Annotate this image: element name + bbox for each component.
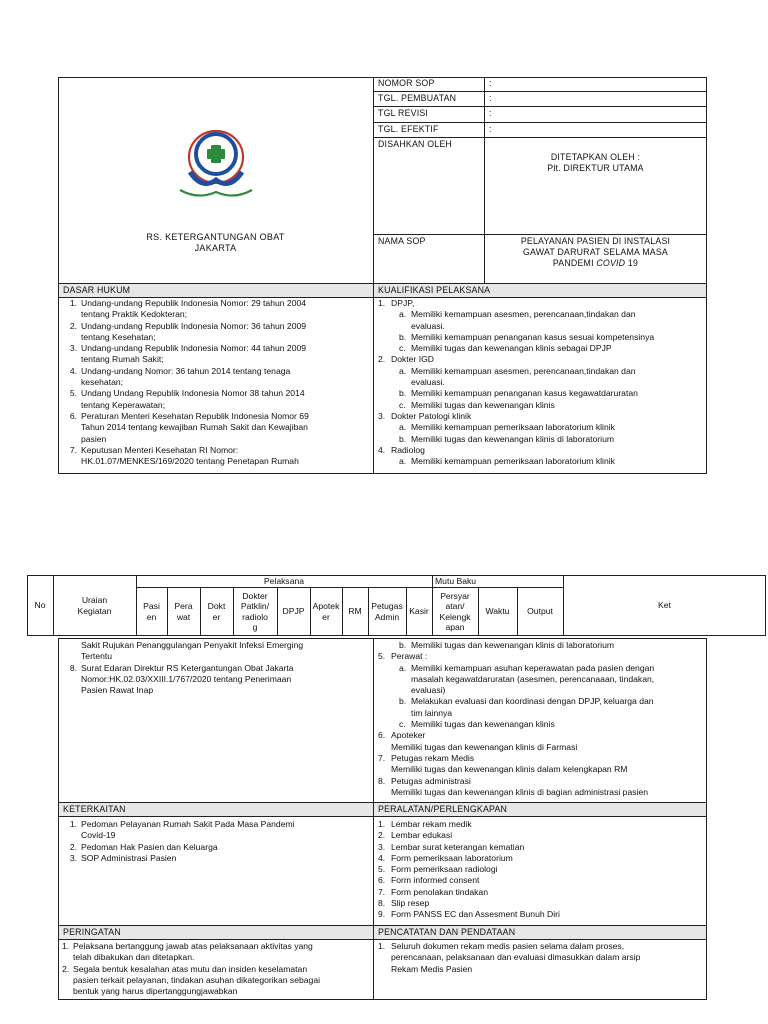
item-number: 4. xyxy=(378,852,386,863)
qualification-title: Petugas administrasi xyxy=(391,775,471,786)
equipment-item xyxy=(378,898,704,909)
qualification-sub-item xyxy=(378,663,704,697)
sub-letter: c. xyxy=(399,719,406,730)
table-sub-column-header xyxy=(368,587,406,636)
item-line: Memiliki kemampuan pemeriksaan laboratorium klinik xyxy=(411,422,615,433)
item-number: 1. xyxy=(378,298,386,308)
item-line: Form penolakan tindakan xyxy=(391,886,488,897)
item-number: 8. xyxy=(378,775,386,786)
sub-letter: b. xyxy=(399,331,407,342)
header-line: Petugas xyxy=(371,601,403,611)
header-line: Persyar xyxy=(440,590,470,601)
item-number: 7. xyxy=(378,752,386,763)
item-number: 4. xyxy=(69,365,77,376)
item-line: Keputusan Menteri Kesehatan RI Nomor: xyxy=(81,444,239,455)
item-line: Rekam Medis Pasien xyxy=(391,963,473,974)
qualification-sub-item xyxy=(378,640,704,651)
table-sub-column-header xyxy=(136,587,167,636)
header-line: Dokt xyxy=(207,601,226,611)
item-line: Pasien Rawat Inap xyxy=(81,685,154,696)
item-number: 7. xyxy=(378,886,386,897)
col-no: No xyxy=(34,600,46,611)
table-sub-column-header xyxy=(432,587,478,636)
header-line: Patklin/ xyxy=(240,601,270,611)
item-line: Form PANSS EC dan Assesment Bunuh Diri xyxy=(391,909,560,920)
sub-letter: b. xyxy=(399,388,407,399)
item-number: 3. xyxy=(378,841,386,852)
item-line: Memiliki tugas dan kewenangan klinis sebagai DPJP xyxy=(411,343,612,354)
related-document-item xyxy=(64,853,370,864)
legal-basis-item xyxy=(64,321,370,344)
item-line: Memiliki tugas dan kewenangan klinis di laboratorium xyxy=(411,433,615,444)
item-number: 2. xyxy=(378,830,386,841)
header-line: RM xyxy=(348,606,362,617)
header-line: atan/ xyxy=(445,601,465,611)
header-line: Apotek xyxy=(312,601,340,611)
qualification-item xyxy=(378,753,704,776)
item-number: 3. xyxy=(378,410,386,421)
item-line: tentang Keperawatan; xyxy=(81,399,166,410)
qualification-desc: Memiliki tugas dan kewenangan klinis dalam kelengkapan RM xyxy=(391,764,628,775)
plt-direktur-utama: Plt. DIREKTUR UTAMA xyxy=(547,163,644,173)
header-line: Kelengk xyxy=(439,611,471,622)
item-line: Form informed consent xyxy=(391,875,480,886)
legal-basis-item xyxy=(64,411,370,445)
hospital-logo-icon xyxy=(176,124,256,200)
item-number: 2. xyxy=(69,320,77,331)
header-line: Pasi xyxy=(143,601,160,611)
header-line: radiolo xyxy=(242,611,268,622)
table-sub-column-header xyxy=(406,587,432,636)
qualification-sub-item xyxy=(378,422,704,433)
warning-item xyxy=(62,964,370,998)
dasar-hukum-list xyxy=(64,298,370,467)
related-document-item xyxy=(64,842,370,853)
item-number: 8. xyxy=(69,662,77,673)
record-item xyxy=(378,941,702,975)
item-number: 8. xyxy=(378,898,386,909)
equipment-item xyxy=(378,875,704,886)
item-line: kesehatan; xyxy=(81,377,124,388)
peralatan-header: PERALATAN/PERLENGKAPAN xyxy=(374,803,706,816)
qualification-item xyxy=(378,445,704,456)
item-line: pasien terkait pelayanan, tindakan asuhan dikategorikan sebagai xyxy=(73,974,321,985)
header-line: wat xyxy=(176,611,191,622)
item-line: Pelaksana bertanggung jawab atas pelaksanaan aktivitas yang xyxy=(73,941,313,951)
item-number: 2. xyxy=(69,841,77,852)
item-line: Covid-19 xyxy=(81,830,116,841)
qualification-title: Apoteker xyxy=(391,730,426,741)
item-line: Form pemeriksaan laboratorium xyxy=(391,852,513,863)
table-sub-column-header xyxy=(233,587,277,636)
item-number: 4. xyxy=(378,444,386,455)
item-line: Memiliki tugas dan kewenangan klinis xyxy=(411,399,555,410)
item-number: 1. xyxy=(378,941,386,951)
item-line: Memiliki tugas dan kewenangan klinis xyxy=(411,719,555,730)
item-line: perencanaan, pelaksanaan dan evaluasi dimasukkan dalam arsip xyxy=(391,952,641,963)
legal-basis-item xyxy=(64,388,370,411)
legal-basis-item xyxy=(64,663,370,697)
item-line: HK.01.07/MENKES/169/2020 tentang Penetapan Rumah xyxy=(81,456,299,467)
item-number: 2. xyxy=(378,354,386,365)
qualification-item xyxy=(378,651,704,662)
item-number: 9. xyxy=(378,909,386,920)
qualification-sub-item xyxy=(378,456,704,467)
col-uraian-kegiatan: Uraian Kegiatan xyxy=(77,595,112,616)
qualification-title: DPJP, xyxy=(391,298,415,308)
qualification-desc: Memiliki tugas dan kewenangan klinis di Farmasi xyxy=(391,741,578,752)
item-line: SOP Administrasi Pasien xyxy=(81,852,177,863)
item-line: Tertentu xyxy=(81,651,113,662)
table-sub-column-header xyxy=(200,587,233,636)
legal-basis-item xyxy=(64,640,370,663)
qualification-sub-item xyxy=(378,434,704,445)
qualification-title: Radiolog xyxy=(391,444,425,455)
item-line: Memiliki kemampuan penanganan kasus kegawatdaruratan xyxy=(411,388,638,399)
item-line: Memiliki kemampuan penanganan kasus sesuai kompetensinya xyxy=(411,331,655,342)
qualification-sub-item xyxy=(378,388,704,399)
item-line: Slip resep xyxy=(391,898,430,909)
sub-letter: a. xyxy=(399,309,407,320)
warning-item xyxy=(62,941,370,964)
hospital-city: JAKARTA xyxy=(194,242,237,253)
related-document-item xyxy=(64,819,370,842)
header-line: Admin xyxy=(374,611,400,622)
item-line: Tahun 2014 tentang kewajiban Rumah Sakit dan Kewajiban xyxy=(81,422,308,433)
qualification-sub-item xyxy=(378,309,704,332)
sub-letter: a. xyxy=(399,662,407,673)
item-number: 3. xyxy=(69,343,77,354)
legal-basis-item xyxy=(64,343,370,366)
header-line: en xyxy=(146,611,157,622)
item-number: 5. xyxy=(378,864,386,875)
meta-value-tgl-efektif: : xyxy=(489,124,492,134)
item-number: 1. xyxy=(69,819,77,829)
header-line: Pera xyxy=(174,601,193,611)
sub-letter: c. xyxy=(399,399,406,410)
col-ket: Ket xyxy=(658,600,671,611)
item-line: Segala bentuk kesalahan atas mutu dan insiden keselamatan xyxy=(73,963,308,974)
item-line: Form pemeriksaan radiologi xyxy=(391,864,498,875)
table-sub-column-header xyxy=(478,587,517,636)
item-number: 3. xyxy=(69,852,77,863)
equipment-item xyxy=(378,909,704,920)
item-line: evaluasi. xyxy=(411,377,445,388)
item-number: 6. xyxy=(378,875,386,886)
legal-basis-item xyxy=(64,445,370,468)
item-line: Memiliki kemampuan pemeriksaan laboratorium klinik xyxy=(411,456,615,467)
header-line: Waktu xyxy=(485,606,510,617)
dasar-hukum-continued xyxy=(64,640,370,696)
col-mutu-baku: Mutu Baku xyxy=(435,575,477,586)
qualification-item xyxy=(378,730,704,753)
qualification-sub-item xyxy=(378,332,704,343)
qualification-item xyxy=(378,776,704,799)
equipment-item xyxy=(378,830,704,841)
header-line: DPJP xyxy=(282,606,305,617)
header-line: er xyxy=(322,611,330,622)
keterkaitan-list xyxy=(64,819,370,864)
meta-value-tgl-pembuatan: : xyxy=(489,93,492,103)
kualifikasi-list xyxy=(378,298,704,467)
table-sub-column-header xyxy=(310,587,342,636)
qualification-sub-item xyxy=(378,400,704,411)
table-sub-column-header xyxy=(167,587,200,636)
qualification-item xyxy=(378,354,704,365)
kualifikasi-continued xyxy=(378,640,704,798)
equipment-item xyxy=(378,819,704,830)
hospital-logo xyxy=(176,124,256,200)
item-line: Lembar surat keterangan kematian xyxy=(391,841,525,852)
qualification-title: Dokter Patologi klinik xyxy=(391,410,472,421)
item-line: Undang-undang Nomor: 36 tahun 2014 tentang tenaga xyxy=(81,365,291,376)
meta-value-tgl-revisi: : xyxy=(489,108,492,118)
kualifikasi-pelaksana-header: KUALIFIKASI PELAKSANA xyxy=(374,284,706,297)
item-line: evaluasi) xyxy=(411,685,446,696)
equipment-item xyxy=(378,864,704,875)
nama-sop-label: NAMA SOP xyxy=(378,236,426,246)
equipment-item xyxy=(378,853,704,864)
keterkaitan-header: KETERKAITAN xyxy=(59,803,373,816)
item-line: telah dibakukan dan ditetapkan. xyxy=(73,952,195,963)
pencatatan-list xyxy=(378,941,702,975)
item-number: 5. xyxy=(69,388,77,399)
item-line: tentang Praktik Kedokteran; xyxy=(81,309,188,320)
nama-sop-value: PELAYANAN PASIEN DI INSTALASI GAWAT DARURAT SELAMA MASA PANDEMI COVID 19 xyxy=(520,236,671,268)
sub-letter: a. xyxy=(399,365,407,376)
item-line: Sakit Rujukan Penanggulangan Penyakit Infeksi Emerging xyxy=(81,640,304,650)
legal-basis-item xyxy=(64,366,370,389)
item-number: 1. xyxy=(69,298,77,308)
ditetapkan-oleh: DITETAPKAN OLEH : xyxy=(550,152,641,162)
sub-letter: a. xyxy=(399,422,407,433)
item-line: Peraturan Menteri Kesehatan Republik Indonesia Nomor 69 xyxy=(81,410,309,421)
sub-letter: c. xyxy=(399,343,406,354)
meta-value-nomor-sop: : xyxy=(489,78,492,88)
peringatan-list xyxy=(62,941,370,997)
qualification-item xyxy=(378,298,704,309)
qualification-sub-item xyxy=(378,343,704,354)
item-line: pasien xyxy=(81,433,107,444)
sub-letter: b. xyxy=(399,640,407,650)
item-line: Memiliki kemampuan asesmen, perencanaan,tindakan dan xyxy=(411,365,636,376)
qualification-desc: Memiliki tugas dan kewenangan klinis di bagian administrasi pasien xyxy=(391,786,648,797)
item-line: masalah kegawatdaruratan (asesmen, perencanaaan, tindakan, xyxy=(411,673,655,684)
meta-label-tgl-pembuatan: TGL. PEMBUATAN xyxy=(378,93,457,103)
header-line: Kasir xyxy=(409,606,429,617)
qualification-sub-item xyxy=(378,366,704,389)
item-line: Undang-undang Republik Indonesia Nomor: 29 tahun 2004 xyxy=(81,298,307,308)
item-number: 5. xyxy=(378,651,386,662)
item-line: Memiliki tugas dan kewenangan klinis di laboratorium xyxy=(411,640,615,650)
item-line: evaluasi. xyxy=(411,320,445,331)
header-line: g xyxy=(252,622,258,632)
item-number: 7. xyxy=(69,444,77,455)
sub-letter: a. xyxy=(399,456,407,467)
equipment-item xyxy=(378,887,704,898)
item-line: Undang Undang Republik Indonesia Nomor 38 tahun 2014 xyxy=(81,388,305,399)
item-line: Pedoman Hak Pasien dan Keluarga xyxy=(81,841,218,852)
item-line: Melakukan evaluasi dan koordinasi dengan DPJP, keluarga dan xyxy=(411,696,654,707)
item-line: Nomor:HK.02.03/XXIII.1/767/2020 tentang Penerimaan xyxy=(81,673,292,684)
dasar-hukum-header: DASAR HUKUM xyxy=(59,284,373,297)
item-line: tim lainnya xyxy=(411,707,453,718)
qualification-title: Perawat : xyxy=(391,651,428,662)
item-line: Undang-undang Republik Indonesia Nomor: 36 tahun 2009 xyxy=(81,320,307,331)
header-line: Dokter xyxy=(242,590,268,601)
header-line: Output xyxy=(527,606,553,617)
header-line: apan xyxy=(445,622,465,632)
item-line: tentang Rumah Sakit; xyxy=(81,354,164,365)
qualification-sub-item xyxy=(378,696,704,719)
sub-letter: b. xyxy=(399,433,407,444)
item-line: tentang Kesehatan; xyxy=(81,331,156,342)
sub-letter: b. xyxy=(399,696,407,707)
item-number: 1. xyxy=(378,819,386,829)
disahkan-oleh-label: DISAHKAN OLEH xyxy=(378,139,452,149)
item-number: 6. xyxy=(378,730,386,741)
meta-label-tgl-revisi: TGL REVISI xyxy=(378,108,429,118)
item-line: Memiliki kemampuan asesmen, perencanaan,tindakan dan xyxy=(411,309,636,320)
item-line: Surat Edaran Direktur RS Ketergantungan Obat Jakarta xyxy=(81,662,294,673)
qualification-title: Petugas rekam Medis xyxy=(391,752,475,763)
col-pelaksana: Pelaksana xyxy=(263,575,305,586)
item-line: Lembar edukasi xyxy=(391,830,453,841)
item-line: bentuk yang harus dipertanggungjawabkan xyxy=(73,986,238,997)
qualification-sub-item xyxy=(378,719,704,730)
qualification-item xyxy=(378,411,704,422)
item-line: Lembar rekam medik xyxy=(391,819,472,829)
qualification-title: Dokter IGD xyxy=(391,354,434,365)
peralatan-list xyxy=(378,819,704,921)
item-line: Seluruh dokumen rekam medis pasien selama dalam proses, xyxy=(391,941,625,951)
peringatan-header: PERINGATAN xyxy=(59,926,373,939)
item-number: 6. xyxy=(69,410,77,421)
item-number: 1. xyxy=(62,941,70,951)
table-sub-column-header xyxy=(342,587,368,636)
table-sub-column-header xyxy=(517,587,563,636)
hospital-name: RS. KETERGANTUNGAN OBAT xyxy=(146,232,285,242)
item-line: Undang-undang Republik Indonesia Nomor: 44 tahun 2009 xyxy=(81,343,307,354)
header-line: er xyxy=(212,611,221,622)
pencatatan-header: PENCATATAN DAN PENDATAAN xyxy=(374,926,706,939)
meta-label-nomor-sop: NOMOR SOP xyxy=(378,78,435,88)
item-line: Pedoman Pelayanan Rumah Sakit Pada Masa Pandemi xyxy=(81,819,295,829)
equipment-item xyxy=(378,842,704,853)
meta-label-tgl-efektif: TGL. EFEKTIF xyxy=(378,124,439,134)
item-line: Memiliki kemampuan asuhan keperawatan pada pasien dengan xyxy=(411,662,655,673)
legal-basis-item xyxy=(64,298,370,321)
table-sub-column-header xyxy=(277,587,310,636)
item-number: 2. xyxy=(62,963,70,974)
